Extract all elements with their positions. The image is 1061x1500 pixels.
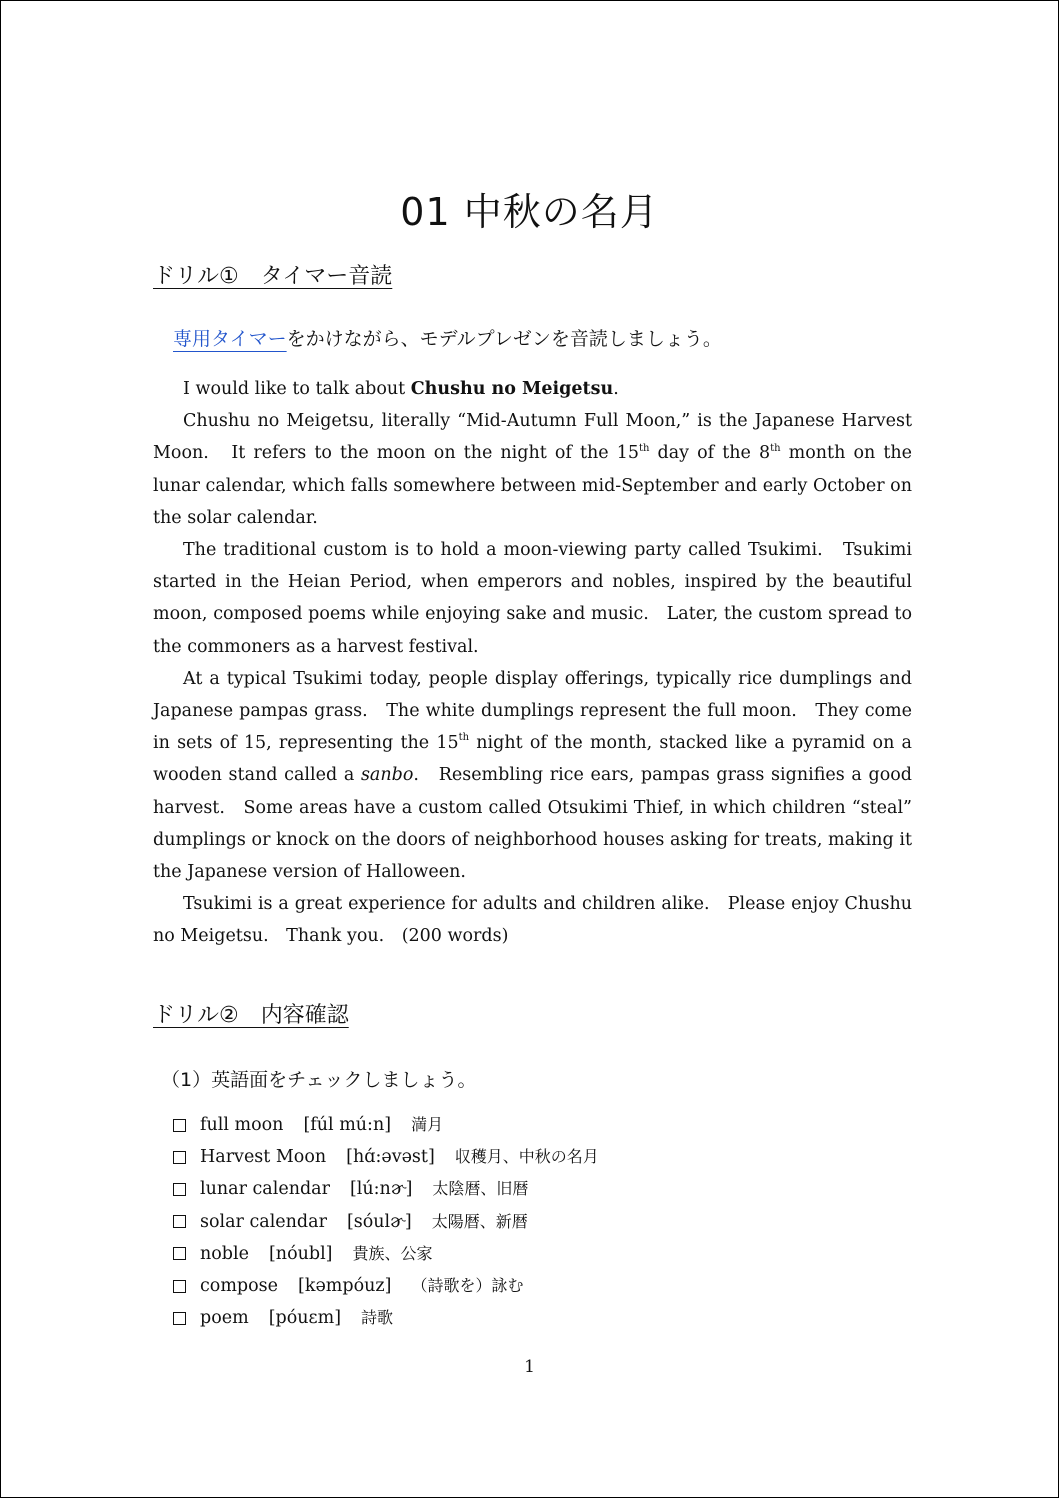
vocab-meaning: 詩歌 (361, 1308, 394, 1328)
vocab-word: solar calendar (200, 1211, 327, 1232)
model-presentation (153, 373, 912, 953)
drill2-sub-instruction: （1）英語面をチェックしましょう。 (161, 1069, 477, 1091)
vocab-item (173, 1206, 599, 1238)
checkbox[interactable] (173, 1280, 186, 1293)
vocab-pronunciation: [lú:nɚ] (349, 1179, 413, 1200)
checkbox[interactable] (173, 1151, 186, 1164)
vocab-item (173, 1238, 599, 1270)
checkbox[interactable] (173, 1215, 186, 1228)
vocab-meaning: 満月 (411, 1115, 444, 1134)
vocab-pronunciation: [nóubl] (268, 1243, 333, 1264)
paragraph-5: Tsukimi is a great experience for adults and children alike. Please enjoy Chushu no Meigetsu. Thank you. (200 words) (153, 894, 912, 947)
vocab-meaning: 太陰暦、旧暦 (432, 1179, 529, 1199)
vocab-meaning: 収穫月、中秋の名月 (454, 1147, 599, 1167)
checkbox[interactable] (173, 1183, 186, 1196)
vocab-word: compose (200, 1275, 279, 1296)
checkbox[interactable] (173, 1247, 186, 1260)
instruction-text: をかけながら、モデルプレゼンを音読しましょう。 (286, 328, 722, 350)
vocab-meaning: （詩歌を）詠む (411, 1275, 524, 1295)
drill2-heading: ドリル② 内容確認 (153, 1003, 349, 1028)
drill1-heading: ドリル① タイマー音読 (153, 264, 393, 289)
paragraph-2: Chushu no Meigetsu, literally “Mid-Autumn Full Moon,” is the Japanese Harvest Moon. It refers to the moon on the night of the 15th day of the 8th month on the lunar calendar, which falls somewhere between mid-September and early October on the solar calendar. (153, 411, 912, 528)
vocab-pronunciation: [fúl mú:n] (303, 1115, 392, 1135)
paragraph-3: The traditional custom is to hold a moon-viewing party called Tsukimi. Tsukimi started in the Heian Period, when emperors and nobles, inspired by the beautiful moon, composed poems while enjoying sake and music. Later, the custom spread to the commoners as a harvest festival. (153, 540, 912, 657)
vocab-pronunciation: [kəmpóuz] (298, 1275, 392, 1296)
vocab-word: Harvest Moon (200, 1147, 327, 1168)
vocab-word: poem (200, 1308, 249, 1329)
vocab-pronunciation: [sóulɚ] (346, 1211, 412, 1232)
vocab-word: lunar calendar (200, 1179, 330, 1200)
italic-term: sanbo (360, 765, 414, 786)
vocab-word: full moon (200, 1115, 284, 1135)
vocab-pronunciation: [póuɛm] (268, 1308, 342, 1329)
paragraph-1: I would like to talk about Chushu no Meigetsu. (183, 379, 619, 399)
vocab-meaning: 貴族、公家 (352, 1243, 433, 1263)
vocab-meaning: 太陽暦、新暦 (431, 1211, 528, 1231)
bold-term: Chushu no Meigetsu (410, 379, 614, 399)
vocab-word: noble (200, 1243, 249, 1264)
drill1-instruction (173, 324, 722, 351)
checkbox[interactable] (173, 1119, 186, 1132)
page-number: 1 (524, 1357, 535, 1377)
vocab-pronunciation: [hɑ́:əvəst] (346, 1147, 435, 1168)
vocab-item (173, 1109, 599, 1141)
page-title: 01 中秋の名月 (400, 190, 659, 234)
timer-link[interactable]: 専用タイマー (173, 328, 287, 350)
checkbox[interactable] (173, 1312, 186, 1325)
vocabulary-list (173, 1109, 599, 1334)
vocab-item (173, 1173, 599, 1205)
vocab-item (173, 1141, 599, 1173)
vocab-item (173, 1270, 599, 1302)
paragraph-4: At a typical Tsukimi today, people display offerings, typically rice dumplings and Japanese pampas grass. The white dumplings represent the full moon. They come in sets of 15, representing the 15th night of the month, stacked like a pyramid on a wooden stand called a sanbo. Resembling rice ears, pampas grass signifies a good harvest. Some areas have a custom called Otsukimi Thief, in which children “steal” dumplings or knock on the doors of neighborhood houses asking for treats, making it the Japanese version of Halloween. (153, 668, 912, 883)
vocab-item (173, 1302, 599, 1334)
